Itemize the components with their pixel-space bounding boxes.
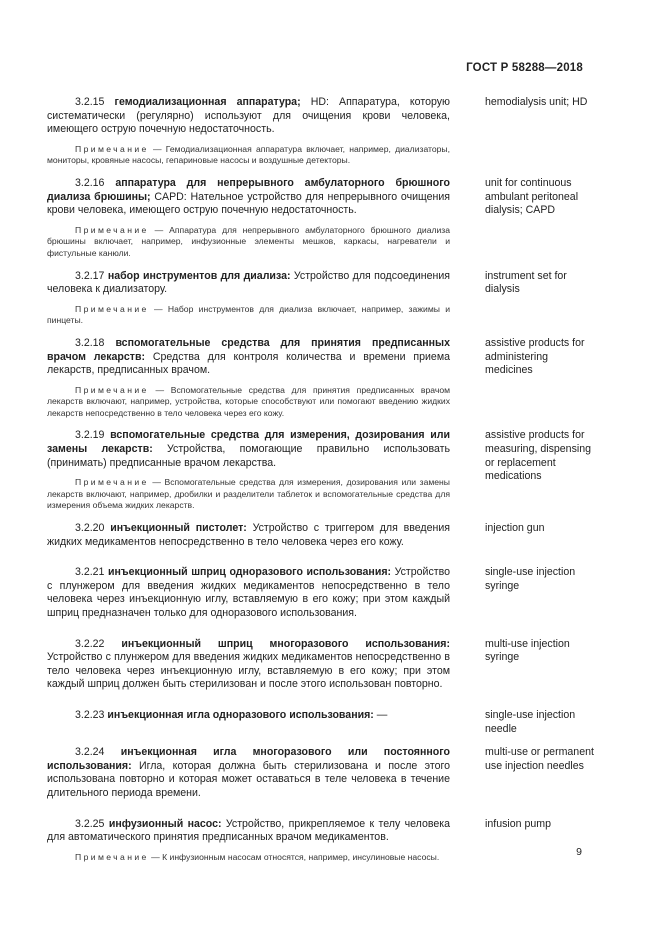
term-russian: [47, 818, 450, 864]
term-definition: HD: Аппаратура, которую систематически (регулярно) используют для очищения крови человека, имеющего острую почечную недостаточность.: [47, 96, 450, 136]
term-definition: Устройство, прикрепляемое к телу человека для автоматического принятия предписанных врачом медикаментов.: [47, 817, 451, 844]
term-russian: [47, 566, 450, 627]
term-definition-paragraph: [47, 522, 450, 549]
term-number: 3.2.24: [75, 746, 105, 759]
term-name: вспомогательные средства для измерения, дозирования или замены лекарств:: [47, 429, 450, 456]
term-name: инъекционный пистолет:: [110, 522, 247, 535]
page-number: 9: [576, 846, 582, 858]
term-english: infusion pump: [485, 817, 551, 830]
term-english: single-use injection syringe: [485, 566, 576, 592]
note-label: Примечание: [75, 224, 149, 235]
term-english: injection gun: [485, 522, 545, 535]
term-entry: [47, 429, 597, 512]
term-number: 3.2.23: [75, 708, 105, 721]
note-text: — Вспомогательные средства для измерения, дозирования или замены лекарств включают, например, дробилки и разделители таблеток и вспомогательные средства для измерения объема жидких лекарств.: [47, 477, 450, 511]
term-note: [47, 225, 450, 260]
term-entry: [47, 818, 597, 864]
term-entry: [47, 270, 597, 327]
term-name: инфузионный насос:: [108, 817, 222, 830]
term-note: [47, 144, 450, 167]
term-russian: [47, 270, 450, 327]
term-definition-paragraph: [47, 638, 450, 692]
term-definition: —: [376, 708, 388, 721]
term-entry: [47, 709, 597, 736]
term-name: инъекционный шприц многоразового использования:: [121, 637, 450, 650]
note-text: — Вспомогательные средства для принятия предписанных врачом лекарств включают, например, устройства, которые способствуют или помогают введению жидких лекарств непосредственно в тело человека через его кожу.: [47, 384, 451, 418]
term-name: аппаратура для непрерывного амбулаторного брюшного диализа брюшины;: [47, 176, 450, 203]
term-definition: CAPD: Нательное устройство для непрерывного очищения крови человека, имеющего острую почечную недостаточность.: [47, 190, 451, 217]
term-russian: [47, 638, 450, 699]
term-definition-paragraph: [47, 566, 450, 620]
term-name: вспомогательные средства для принятия предписанных врачом лекарств:: [47, 336, 450, 363]
term-russian: [47, 746, 450, 807]
term-english: assistive products for measuring, dispensing or replacement medications: [485, 429, 591, 483]
term-number: 3.2.18: [75, 336, 105, 349]
term-english: unit for continuous ambulant peritoneal dialysis; CAPD: [485, 176, 579, 217]
term-definition: Средства для контроля количества и времени приема лекарств, предписанных врачом.: [47, 350, 450, 377]
term-number: 3.2.17: [75, 269, 105, 282]
term-russian: [47, 709, 450, 736]
term-definition-paragraph: [47, 270, 450, 297]
term-note: [47, 477, 450, 512]
term-definition: Устройства, помогающие правильно использовать (принимать) предписанные врачом лекарства.: [47, 443, 450, 469]
standard-header: ГОСТ Р 58288—2018: [466, 62, 583, 74]
note-label: Примечание: [75, 143, 149, 154]
term-english: single-use injection needle: [485, 708, 576, 735]
note-text: — Набор инструментов для диализа включает, например, зажимы и пинцеты.: [47, 303, 450, 326]
term-entry: [47, 746, 597, 807]
note-text: — Гемодиализационная аппаратура включает, например, диализаторы, мониторы, кровяные насосы, гепариновые насосы и воздушные детекторы.: [47, 143, 450, 166]
note-label: Примечание: [75, 303, 149, 314]
term-number: 3.2.25: [75, 817, 105, 830]
note-label: Примечание: [75, 477, 149, 488]
term-number: 3.2.15: [75, 96, 105, 108]
term-note: [47, 304, 450, 327]
term-english: multi-use or permanent use injection needles: [485, 746, 594, 772]
term-definition: Устройство с триггером для введения жидких медикаментов непосредственно в тело человека через его кожу.: [47, 522, 450, 548]
term-number: 3.2.16: [75, 176, 105, 189]
term-russian: [47, 429, 450, 512]
term-name: инъекционная игла одноразового использования:: [107, 708, 374, 721]
term-name: набор инструментов для диализа:: [107, 269, 291, 282]
term-russian: [47, 177, 450, 260]
term-number: 3.2.20: [75, 522, 105, 535]
term-english: multi-use injection syringe: [485, 637, 570, 664]
term-definition-paragraph: [47, 709, 450, 723]
term-number: 3.2.21: [75, 566, 105, 579]
term-english: hemodialysis unit; HD: [485, 96, 588, 108]
term-name: инъекционный шприц одноразового использования:: [108, 566, 392, 579]
term-entry: [47, 566, 597, 627]
term-name: инъекционная игла многоразового или постоянного использования:: [47, 746, 450, 772]
term-entry: [47, 522, 597, 556]
term-definition: Устройство для подсоединения человека к диализатору.: [47, 269, 451, 296]
term-definition: Устройство с плунжером для введения жидких медикаментов непосредственно в тело человека через инъекционную иглу, вставляемую в его кожу; при этом каждый шприц должен быть стерилизован и после этого использован повторно.: [47, 651, 450, 691]
term-entry: [47, 96, 597, 167]
note-label: Примечание: [75, 384, 149, 395]
term-russian: [47, 337, 450, 420]
term-note: [47, 852, 450, 864]
term-definition: Игла, которая должна быть стерилизована и после этого использована повторно и которая может оставаться в теле человека в течение длительного периода времени.: [47, 759, 450, 799]
term-english: instrument set for dialysis: [485, 269, 567, 296]
term-entry: [47, 638, 597, 699]
terms-list: [47, 96, 597, 873]
note-text: — К инфузионным насосам относятся, например, инсулиновые насосы.: [151, 851, 440, 862]
term-number: 3.2.19: [75, 429, 105, 442]
term-definition-paragraph: [47, 177, 450, 218]
term-definition-paragraph: [47, 746, 450, 800]
term-russian: [47, 96, 450, 167]
term-definition-paragraph: [47, 818, 450, 845]
term-number: 3.2.22: [75, 637, 105, 650]
term-definition-paragraph: [47, 96, 450, 137]
term-russian: [47, 522, 450, 556]
term-definition-paragraph: [47, 337, 450, 378]
note-label: Примечание: [75, 851, 149, 862]
term-note: [47, 385, 450, 420]
term-english: assistive products for administering medicines: [485, 336, 585, 377]
term-definition-paragraph: [47, 429, 450, 470]
note-text: — Аппаратура для непрерывного амбулаторного брюшного диализа брюшины включает, например, инфузионные элементы мешков, каркасы, нагреватели и фистульные канюли.: [47, 224, 451, 258]
term-entry: [47, 177, 597, 260]
term-name: гемодиализационная аппаратура;: [114, 96, 301, 108]
term-entry: [47, 337, 597, 420]
term-definition: Устройство с плунжером для введения жидких медикаментов непосредственно в тело человека через инъекционную иглу, вставляемую в его кожу; при этом каждый шприц предназначен только для одноразового использования.: [47, 566, 451, 619]
